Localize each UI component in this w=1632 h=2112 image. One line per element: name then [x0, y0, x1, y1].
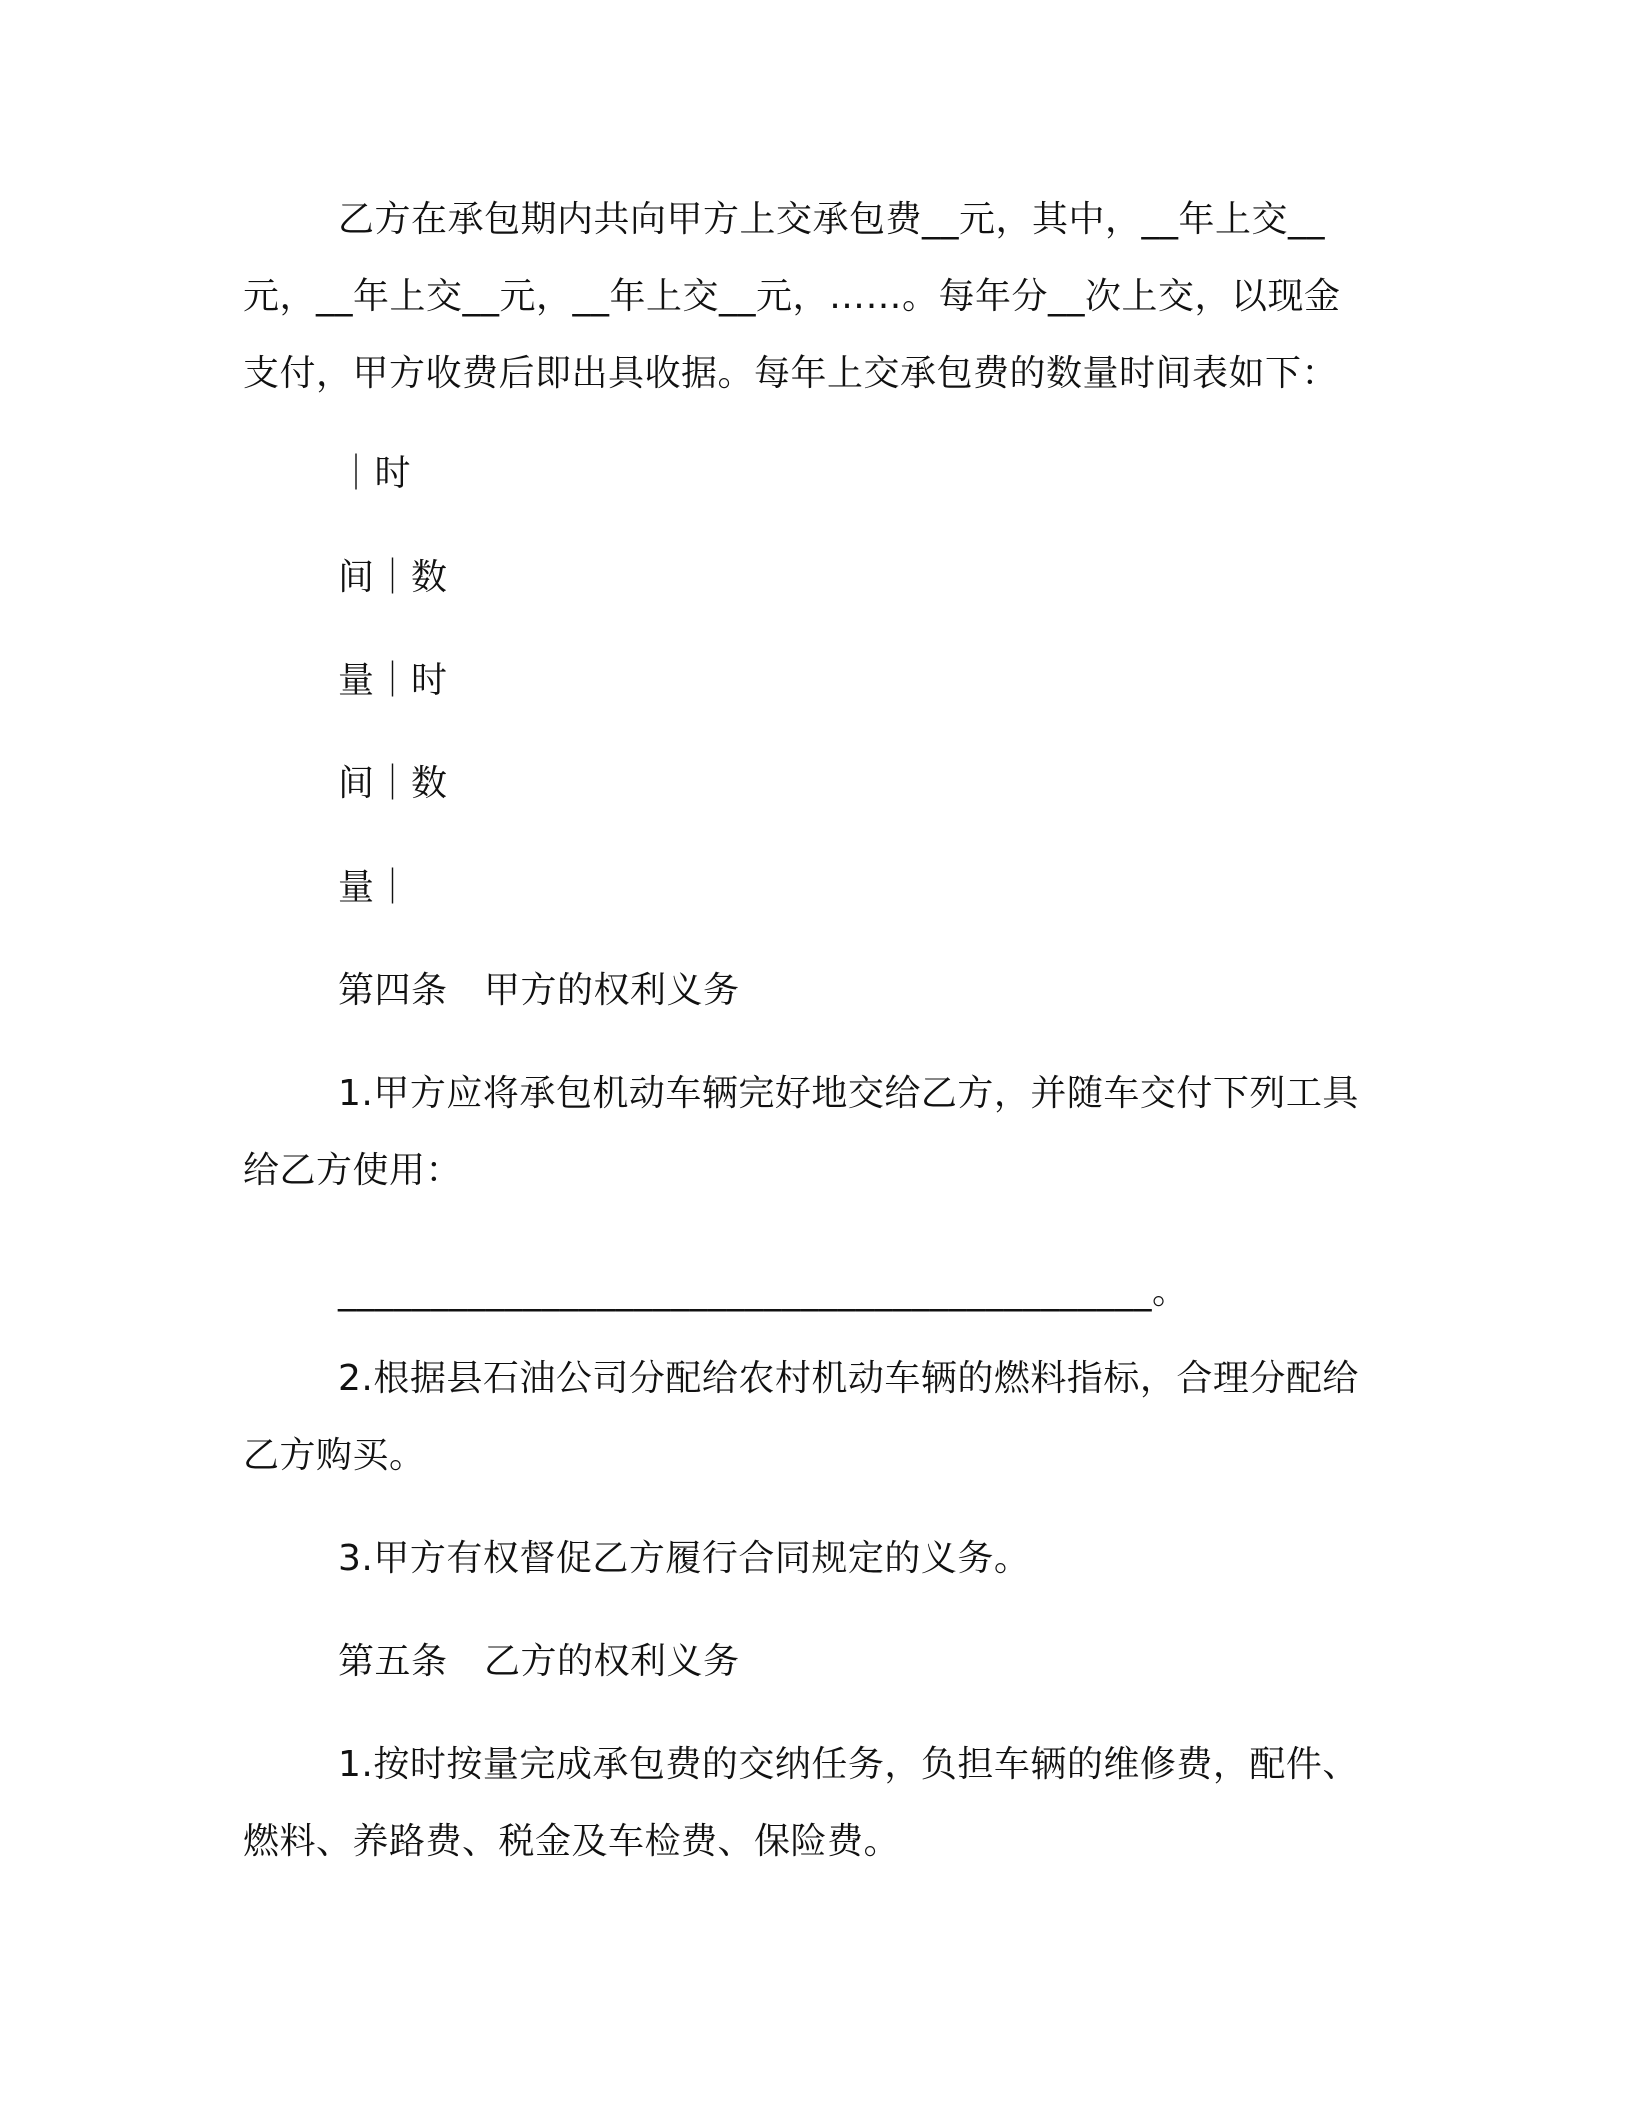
article-5-item-1-line-2: 燃料、养路费、税金及车检费、保险费。 [243, 1821, 901, 1862]
article-4-item-1-line-2: 给乙方使用： [243, 1150, 463, 1191]
article-4-item-2-line-1: 2.根据县石油公司分配给农村机动车辆的燃料指标，合理分配给 [338, 1358, 1359, 1399]
article-5-item-1-line-1: 1.按时按量完成承包费的交纳任务，负担车辆的维修费，配件、 [338, 1744, 1359, 1785]
table-fragment-2: 间｜数 [338, 557, 448, 598]
table-fragment-3: 量｜时 [338, 660, 448, 701]
fee-paragraph-line-1: 乙方在承包期内共向甲方上交承包费__元，其中，__年上交__ [338, 199, 1326, 240]
article-4-item-1-line-1: 1.甲方应将承包机动车辆完好地交给乙方，并随车交付下列工具 [338, 1073, 1359, 1114]
article-4-item-2-line-2: 乙方购买。 [243, 1435, 426, 1476]
article-5-heading: 第五条 乙方的权利义务 [338, 1641, 740, 1682]
table-fragment-4: 间｜数 [338, 763, 448, 804]
fee-paragraph-line-2: 元，__年上交__元，__年上交__元，……。每年分__次上交，以现金 [243, 276, 1341, 317]
table-fragment-5: 量｜ [338, 867, 412, 908]
tools-blank-line: ____________________________________________。 [338, 1271, 1189, 1312]
fee-paragraph-line-3: 支付，甲方收费后即出具收据。每年上交承包费的数量时间表如下： [243, 353, 1339, 394]
table-fragment-1: ｜时 [338, 453, 412, 494]
article-4-heading: 第四条 甲方的权利义务 [338, 970, 740, 1011]
article-4-item-3: 3.甲方有权督促乙方履行合同规定的义务。 [338, 1538, 1031, 1579]
